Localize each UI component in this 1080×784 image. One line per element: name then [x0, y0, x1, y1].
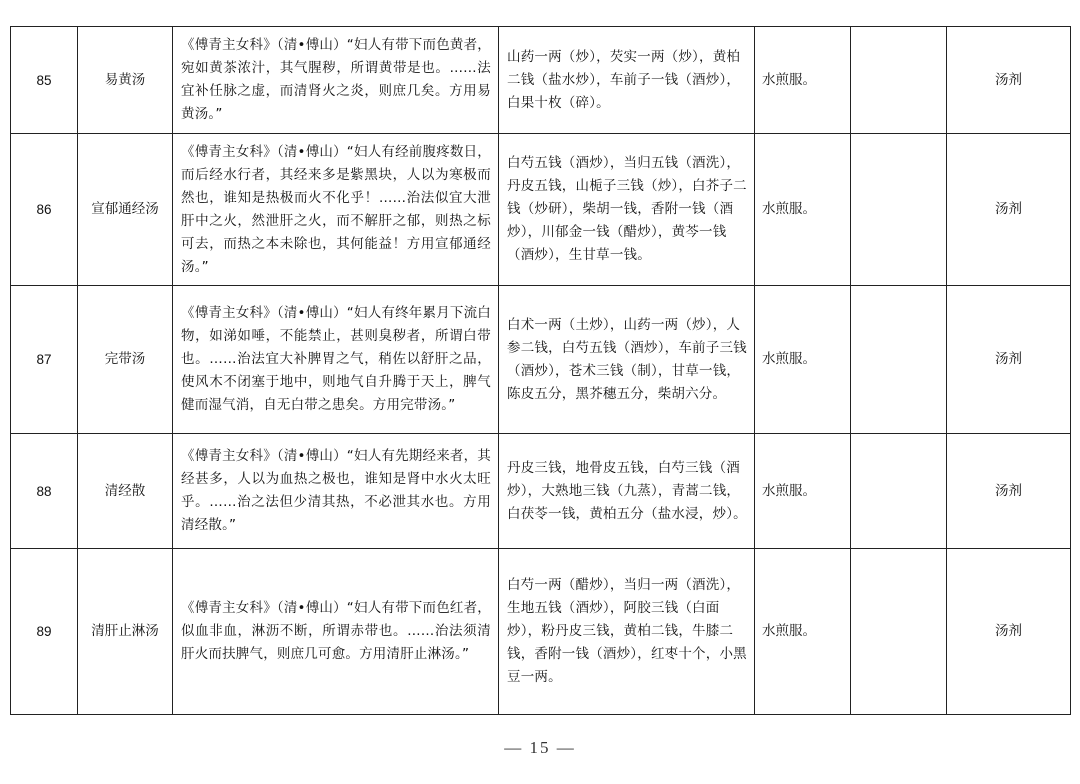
classical-source: 《傅青主女科》（清•傅山）“妇人有先期经来者，其经甚多，人以为血热之极也，谁知是肾中水火太旺乎。……治之法但少清其热，不必泄其水也。方用清经散。”: [173, 434, 499, 549]
formula-name: 完带汤: [78, 286, 173, 434]
formula-name: 易黄汤: [78, 27, 173, 134]
empty-cell: [851, 134, 947, 286]
classical-source: 《傅青主女科》（清•傅山）“妇人有带下而色红者，似血非血，淋沥不断，所谓赤带也。……治法须清肝火而扶脾气，则庶几可愈。方用清肝止淋汤。”: [173, 549, 499, 715]
table-row: [11, 549, 1071, 715]
table-row: [11, 434, 1071, 549]
usage: 水煎服。: [755, 549, 851, 715]
empty-cell: [851, 434, 947, 549]
composition: 白芍一两（醋炒），当归一两（酒洗），生地五钱（酒炒），阿胶三钱（白面炒），粉丹皮三钱，黄柏二钱，牛膝二钱，香附一钱（酒炒），红枣十个，小黑豆一两。: [499, 549, 755, 715]
dosage-form: 汤剂: [947, 286, 1071, 434]
classical-source: 《傅青主女科》（清•傅山）“妇人有终年累月下流白物，如涕如唾，不能禁止，甚则臭秽者，所谓白带也。……治法宜大补脾胃之气，稍佐以舒肝之品，使风木不闭塞于地中，则地气自升腾于天上，脾气健而湿气消，自无白带之患矣。方用完带汤。”: [173, 286, 499, 434]
table-row: [11, 134, 1071, 286]
formula-name: 宣郁通经汤: [78, 134, 173, 286]
composition: 白芍五钱（酒炒），当归五钱（酒洗），丹皮五钱，山栀子三钱（炒），白芥子二钱（炒研），柴胡一钱，香附一钱（酒炒），川郁金一钱（醋炒），黄芩一钱（酒炒），生甘草一钱。: [499, 134, 755, 286]
usage: 水煎服。: [755, 134, 851, 286]
table-row: [11, 27, 1071, 134]
dosage-form: 汤剂: [947, 434, 1071, 549]
usage: 水煎服。: [755, 27, 851, 134]
document-sheet: [10, 26, 1070, 715]
composition: 白术一两（土炒），山药一两（炒），人参二钱，白芍五钱（酒炒），车前子三钱（酒炒），苍术三钱（制），甘草一钱，陈皮五分，黑芥穗五分，柴胡六分。: [499, 286, 755, 434]
table-row: [11, 286, 1071, 434]
row-number: 88: [11, 434, 78, 549]
row-number: 87: [11, 286, 78, 434]
classical-source: 《傅青主女科》（清•傅山）“妇人有经前腹疼数日，而后经水行者，其经来多是紫黑块，人以为寒极而然也，谁知是热极而火不化乎！……治法似宜大泄肝中之火，然泄肝之火，而不解肝之郁，则热之标可去，而热之本未除也，其何能益！方用宣郁通经汤。”: [173, 134, 499, 286]
usage: 水煎服。: [755, 286, 851, 434]
classical-source: 《傅青主女科》（清•傅山）“妇人有带下而色黄者，宛如黄茶浓汁，其气腥秽，所谓黄带是也。……法宜补任脉之虚，而清肾火之炎，则庶几矣。方用易黄汤。”: [173, 27, 499, 134]
formula-name: 清经散: [78, 434, 173, 549]
dosage-form: 汤剂: [947, 27, 1071, 134]
row-number: 85: [11, 27, 78, 134]
composition: 丹皮三钱，地骨皮五钱，白芍三钱（酒炒），大熟地三钱（九蒸），青蒿二钱，白茯苓一钱，黄柏五分（盐水浸，炒）。: [499, 434, 755, 549]
page-number: — 15 —: [504, 738, 576, 757]
usage: 水煎服。: [755, 434, 851, 549]
row-number: 86: [11, 134, 78, 286]
empty-cell: [851, 27, 947, 134]
composition: 山药一两（炒），芡实一两（炒），黄柏二钱（盐水炒），车前子一钱（酒炒），白果十枚（碎）。: [499, 27, 755, 134]
prescription-table: [10, 26, 1071, 715]
formula-name: 清肝止淋汤: [78, 549, 173, 715]
empty-cell: [851, 549, 947, 715]
dosage-form: 汤剂: [947, 549, 1071, 715]
dosage-form: 汤剂: [947, 134, 1071, 286]
empty-cell: [851, 286, 947, 434]
row-number: 89: [11, 549, 78, 715]
